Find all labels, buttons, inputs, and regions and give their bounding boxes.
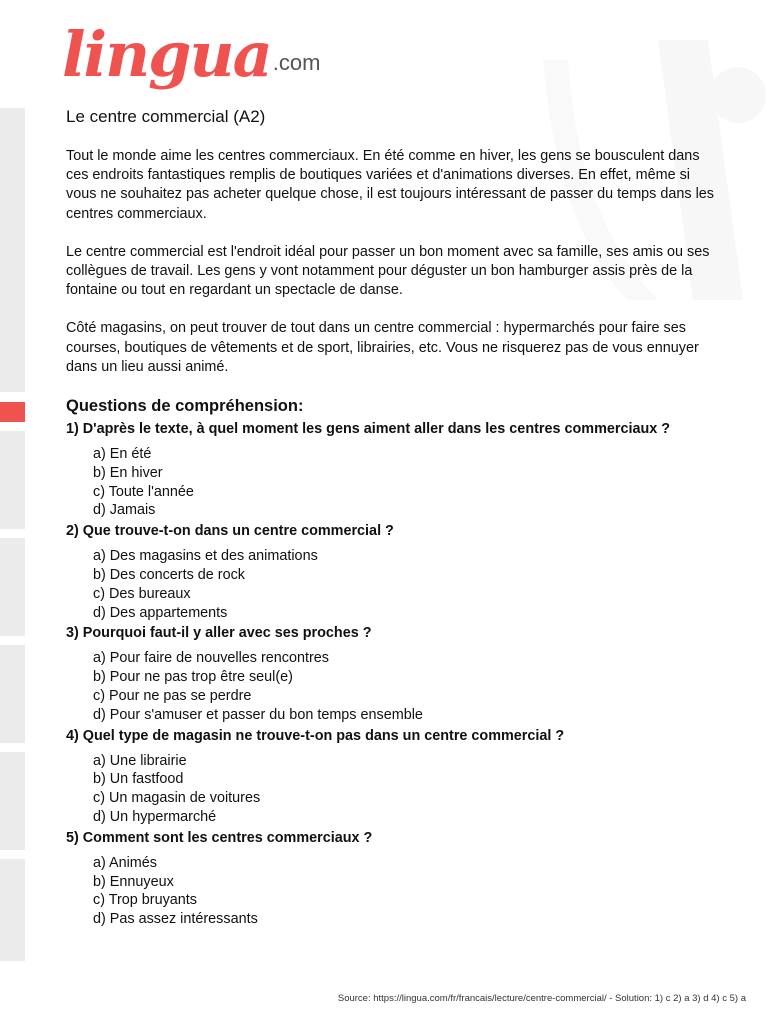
sidebar-segment <box>0 645 25 743</box>
lingua-logo <box>62 6 321 91</box>
question-text: 1) D'après le texte, à quel moment les gens aiment aller dans les centres commerciaux ? <box>66 421 671 438</box>
sidebar-accent-segment <box>0 402 25 422</box>
sidebar-segment <box>0 752 25 850</box>
answer-option: d) Jamais <box>93 502 156 519</box>
sidebar-segment <box>0 859 25 961</box>
answer-options <box>93 547 716 622</box>
worksheet-content <box>66 106 716 931</box>
answer-options <box>93 752 716 827</box>
questions-heading: Questions de compréhension: <box>66 397 304 416</box>
reading-paragraph: Côté magasins, on peut trouver de tout dans un centre commercial : hypermarchés pour faire ses courses, boutiques de vêtements et de sport, librairies, etc. Vous ne risquerez pas de vous ennuyer dans un lieu aussi animé. <box>66 320 699 375</box>
answer-option: a) Des magasins et des animations <box>93 548 318 565</box>
sidebar-segment <box>0 108 25 392</box>
question-text: 5) Comment sont les centres commerciaux ? <box>66 829 373 846</box>
answer-option: c) Un magasin de voitures <box>93 790 261 807</box>
logo-domain: .com <box>272 50 321 75</box>
question-text: 2) Que trouve-t-on dans un centre commercial ? <box>66 523 394 540</box>
question-block <box>66 624 716 724</box>
logo-wordmark: lingua <box>62 18 271 91</box>
page-title: Le centre commercial (A2) <box>66 107 266 126</box>
answer-option: b) Un fastfood <box>93 771 184 788</box>
question-block <box>66 727 716 827</box>
answer-option: a) En été <box>93 446 152 463</box>
answer-option: c) Des bureaux <box>93 585 191 602</box>
answer-option: a) Animés <box>93 854 157 871</box>
answer-option: d) Pas assez intéressants <box>93 911 258 928</box>
question-block <box>66 420 716 520</box>
answer-option: a) Une librairie <box>93 752 187 769</box>
answer-option: b) Pour ne pas trop être seul(e) <box>93 669 293 686</box>
reading-paragraph: Tout le monde aime les centres commerciaux. En été comme en hiver, les gens se bousculent dans ces endroits fantastiques remplis de boutiques variées et d'animations diverses. En effet, même si vous ne souhaitez pas acheter quelque chose, il est toujours intéressant de passer du temps dans les centres commerciaux. <box>66 148 714 222</box>
answer-option: b) En hiver <box>93 464 163 481</box>
answer-options <box>93 445 716 520</box>
answer-option: b) Des concerts de rock <box>93 567 245 584</box>
question-block <box>66 522 716 622</box>
answer-option: c) Toute l'année <box>93 483 194 500</box>
answer-option: c) Pour ne pas se perdre <box>93 688 252 704</box>
question-block <box>66 829 716 929</box>
answer-option: d) Un hypermarché <box>93 808 217 825</box>
question-text: 3) Pourquoi faut-il y aller avec ses proches ? <box>66 625 372 642</box>
answer-option: d) Pour s'amuser et passer du bon temps ensemble <box>93 706 423 723</box>
answer-options <box>93 649 716 724</box>
answer-option: c) Trop bruyants <box>93 892 197 909</box>
reading-paragraph: Le centre commercial est l'endroit idéal pour passer un bon moment avec sa famille, ses amis ou ses collègues de travail. Les gens y vont notamment pour déguster un bon hamburger assis près de la fontaine ou tout en regardant un spectacle de danse. <box>66 243 710 299</box>
answer-option: d) Des appartements <box>93 604 228 621</box>
source-footer: Source: https://lingua.com/fr/francais/lecture/centre-commercial/ - Solution: 1) c 2) a 3) d 4) c 5) a <box>337 993 746 1004</box>
sidebar-segment <box>0 431 25 529</box>
answer-option: a) Pour faire de nouvelles rencontres <box>93 650 329 667</box>
answer-option: b) Ennuyeux <box>93 873 174 890</box>
answer-options <box>93 854 716 929</box>
question-text: 4) Quel type de magasin ne trouve-t-on pas dans un centre commercial ? <box>66 727 565 744</box>
sidebar-segment <box>0 538 25 636</box>
